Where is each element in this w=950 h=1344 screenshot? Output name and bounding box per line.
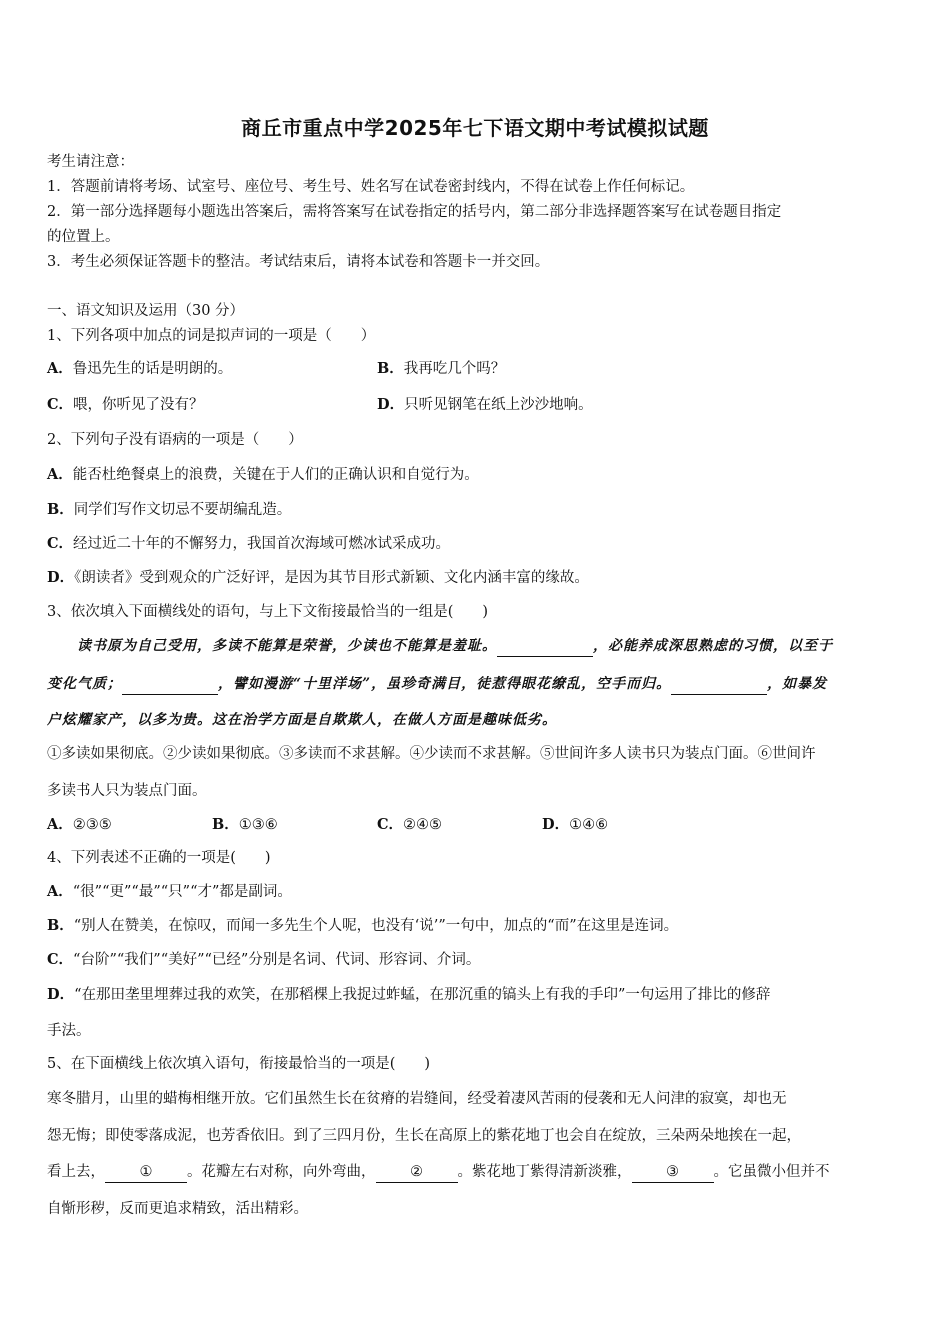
q1-option-c-letter: C． [47, 396, 74, 413]
q3-blank-3 [671, 674, 767, 695]
q2-option-c-letter: C． [47, 535, 74, 552]
q3-passage-text-2c: ，如暴发 [767, 676, 828, 692]
q1-option-b [377, 359, 505, 379]
q5-blank-3: ③ [632, 1162, 714, 1183]
exam-title: 商丘市重点中学2025年七下语文期中考试模拟试题 [241, 116, 709, 140]
q1-option-c-text: 喂，你听见了没有？ [73, 397, 204, 413]
q1-option-c [47, 395, 204, 415]
q4-option-b [47, 916, 678, 936]
q3-option-b-text: ①③⑥ [238, 817, 278, 833]
q3-blank-1 [497, 636, 593, 657]
q3-option-c [377, 815, 442, 835]
q4-option-a-letter: A． [47, 883, 73, 900]
q3-passage-line-1 [77, 636, 833, 657]
q3-option-d-letter: D． [542, 816, 570, 833]
q4-option-c [47, 950, 480, 970]
q3-option-d [542, 815, 608, 835]
q2-option-d-letter: D． [47, 569, 75, 586]
q3-option-b [212, 815, 278, 835]
q5-text-3c: 。紫花地丁紫得清新淡雅， [457, 1164, 632, 1180]
q4-option-d-cont: 手法。 [47, 1023, 91, 1039]
q4-option-c-letter: C． [47, 951, 74, 968]
q5-text-3d: 。它虽微小但并不 [713, 1164, 830, 1180]
q4-option-a [47, 882, 292, 902]
q1-option-a-text: 鲁迅先生的话是明朗的。 [72, 361, 233, 377]
notice-item-2: 2．第一部分选择题每小题选出答案后，需将答案写在试卷指定的括号内，第二部分非选择题答案写在试卷题目指定 [47, 204, 782, 220]
q4-option-d-letter: D． [47, 986, 75, 1003]
q4-option-b-text: “别人在赞美，在惊叹，而闻一多先生个人呢，也没有‘说’”一句中，加点的“而”在这里是连词。 [73, 918, 679, 934]
q5-blank-2: ② [376, 1162, 458, 1183]
section-heading: 一、语文知识及运用（30 分） [47, 303, 245, 319]
q3-choices-line-2: 多读书人只为装点门面。 [47, 783, 207, 799]
notice-item-3: 3．考生必须保证答题卡的整洁。考试结束后，请将本试卷和答题卡一并交回。 [47, 254, 550, 270]
q1-option-d [377, 395, 593, 415]
q5-text-3a: 看上去， [47, 1164, 105, 1180]
q3-passage-line-3: 户炫耀家产，以多为贵。这在治学方面是自欺欺人，在做人方面是趣味低劣。 [47, 712, 557, 728]
q2-stem: 2、下列句子没有语病的一项是（ ） [47, 432, 303, 448]
q2-option-c-text: 经过近二十年的不懈努力，我国首次海域可燃冰试采成功。 [73, 536, 451, 552]
q1-option-b-text: 我再吃几个吗？ [403, 361, 506, 377]
q2-option-c [47, 534, 450, 554]
q4-option-d [47, 985, 770, 1005]
q5-passage-line-2: 怨无悔；即使零落成泥，也芳香依旧。到了三四月份，生长在高原上的紫花地丁也会自在绽放，三朵两朵地挨在一起， [47, 1128, 801, 1144]
q2-option-a-letter: A． [47, 466, 73, 483]
q3-option-a [47, 815, 112, 835]
q4-option-c-text: “台阶”“我们”“美好”“已经”分别是名词、代词、形容词、介词。 [73, 952, 481, 968]
q2-option-b-letter: B． [47, 501, 74, 518]
q3-option-d-text: ①④⑥ [569, 817, 609, 833]
q2-option-b [47, 500, 291, 520]
q3-option-a-text: ②③⑤ [72, 817, 112, 833]
q1-option-d-text: 只听见钢笔在纸上沙沙地响。 [404, 397, 593, 413]
q5-text-3b: 。花瓣左右对称，向外弯曲， [187, 1164, 376, 1180]
q5-stem: 5、在下面横线上依次填入语句，衔接最恰当的一项是( ) [47, 1056, 431, 1072]
q2-option-b-text: 同学们写作文切忌不要胡编乱造。 [73, 502, 292, 518]
q1-option-b-letter: B． [377, 360, 404, 377]
q1-stem: 1、下列各项中加点的词是拟声词的一项是（ ） [47, 328, 376, 344]
q3-option-c-text: ②④⑤ [403, 817, 443, 833]
q2-option-a-text: 能否杜绝餐桌上的浪费，关键在于人们的正确认识和自觉行为。 [72, 467, 479, 483]
q3-passage-text-2b: ，譬如漫游“十里洋场”，虽珍奇满目，徒惹得眼花缭乱，空手而归。 [218, 676, 672, 692]
q4-option-a-text: “很”“更”“最”“只”“才”都是副词。 [72, 884, 292, 900]
q2-option-d-text: 《朗读者》受到观众的广泛好评，是因为其节目形式新颖、文化内涵丰富的缘故。 [74, 570, 589, 586]
q3-option-b-letter: B． [212, 816, 239, 833]
q3-passage-text-1b: ，必能养成深思熟虑的习惯，以至于 [593, 638, 833, 654]
q1-option-d-letter: D． [377, 396, 405, 413]
q1-option-a-letter: A． [47, 360, 73, 377]
q2-option-d [47, 568, 589, 588]
notice-heading: 考生请注意： [47, 154, 134, 170]
q3-blank-2 [122, 674, 218, 695]
notice-item-2-cont: 的位置上。 [47, 229, 120, 245]
q3-option-c-letter: C． [377, 816, 404, 833]
q4-option-b-letter: B． [47, 917, 74, 934]
q4-stem: 4、下列表述不正确的一项是( ) [47, 850, 271, 866]
q5-passage-line-1: 寒冬腊月，山里的蜡梅相继开放。它们虽然生长在贫瘠的岩缝间，经受着凄风苦雨的侵袭和无人问津的寂寞，却也无 [47, 1091, 787, 1107]
q2-option-a [47, 465, 479, 485]
q5-passage-line-3 [47, 1162, 830, 1183]
q4-option-d-text: “在那田垄里埋葬过我的欢笑，在那稻棵上我捉过蚱蜢，在那沉重的镐头上有我的手印”一句运用了排比的修辞 [74, 987, 771, 1003]
q5-passage-line-4: 自惭形秽，反而更追求精致，活出精彩。 [47, 1201, 308, 1217]
q1-option-a [47, 359, 232, 379]
q3-choices-line-1: ①多读如果彻底。②少读如果彻底。③多读而不求甚解。④少读而不求甚解。⑤世间许多人读书只为装点门面。⑥世间许 [47, 746, 816, 762]
notice-item-1: 1．答题前请将考场、试室号、座位号、考生号、姓名写在试卷密封线内，不得在试卷上作任何标记。 [47, 179, 695, 195]
q3-option-a-letter: A． [47, 816, 73, 833]
q3-passage-line-2 [47, 674, 827, 695]
q3-passage-text-1a: 读书原为自己受用，多读不能算是荣誉，少读也不能算是羞耻。 [77, 638, 497, 654]
q5-blank-1: ① [105, 1162, 187, 1183]
q3-stem: 3、依次填入下面横线处的语句，与上下文衔接最恰当的一组是( ) [47, 604, 489, 620]
q3-passage-text-2a: 变化气质； [47, 676, 122, 692]
